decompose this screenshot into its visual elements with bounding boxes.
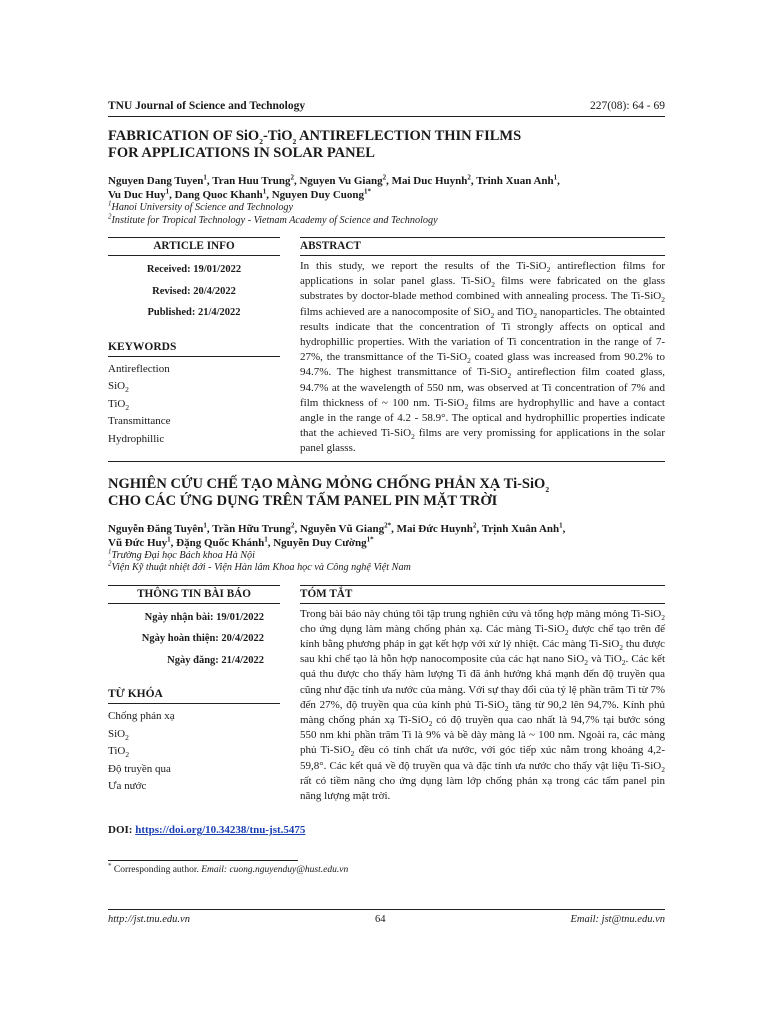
issue-pages: 227(08): 64 - 69 [589,100,665,112]
revised-date: Revised: 20/4/2022 [152,285,236,297]
author-name: Đặng Quốc Khánh [176,536,265,549]
author-name: Trần Hữu Trung [212,522,291,535]
footnote: * Corresponding author. Email: cuong.nguyenduy@hust.edu.vn [108,862,349,876]
author-name: Nguyen Duy Cuong [271,189,365,201]
article-info-heading: ARTICLE INFO [108,237,280,256]
keyword-item: Transmittance [108,415,171,427]
english-affiliation-1: $^1$Hanoi University of Science and Technology [108,199,294,213]
vietnamese-affiliation-1: $^1$Trường Đại học Bách khoa Hà Nội [108,547,255,561]
journal-name: TNU Journal of Science and Technology [108,100,306,112]
author-name: Nguyễn Vũ Giang [299,522,385,535]
english-info-block [108,237,665,457]
vietnamese-title: NGHIÊN CỨU CHẾ TẠO MÀNG MỎNG CHỐNG PHẢN XẠ Ti-SiO$_2$ CHO CÁC ỨNG DỤNG TRÊN TẤM PANEL PIN MẶT TRỜI [108,475,550,509]
vietnamese-info-block [108,585,665,805]
keyword-item: Chống phản xạ [108,710,175,723]
keywords-heading: KEYWORDS [108,338,280,357]
footer-email[interactable]: Email: jst@tnu.edu.vn [570,914,665,925]
doi-link[interactable]: https://doi.org/10.34238/tnu-jst.5475 [135,824,306,837]
corresponding-email: Email: cuong.nguyenduy@hust.edu.vn [201,865,349,876]
vi-published-date: Ngày đăng: 21/4/2022 [167,654,264,666]
keyword-item: TiO$_2$ [108,745,130,760]
author-name: Dang Quoc Khanh [174,189,263,201]
author-name: Vũ Đức Huy [108,536,168,549]
author-name: Nguyễn Đăng Tuyên [108,522,204,535]
vi-keywords-heading: TỪ KHÓA [108,685,280,704]
author-name: Tran Huu Trung [212,175,291,187]
author-name: Mai Duc Huynh [391,175,468,187]
author-name: Mai Đức Huynh [396,522,473,535]
author-name: Nguyễn Duy Cường [273,536,367,549]
english-affiliation-2: $^2$Institute for Tropical Technology - Vietnam Academy of Science and Technology [108,212,438,226]
author-name: Trịnh Xuân Anh [481,522,560,535]
vi-article-info-heading: THÔNG TIN BÀI BÁO [108,585,280,604]
page-number: 64 [374,914,386,925]
abstract-heading: ABSTRACT [300,237,665,256]
vietnamese-authors: Nguyễn Đăng Tuyên$^1$, Trần Hữu Trung$^2$, Nguyễn Vũ Giang$^{2*}$, Mai Đức Huynh$^2$, Trịnh Xuân Anh$^1$, Vũ Đức Huy$^1$, Đặng Quốc Khánh$^1$, Nguyễn Duy Cường$^{1*}$ [108,520,566,549]
published-date: Published: 21/4/2022 [147,307,241,318]
keyword-item: TiO$_2$ [108,397,130,412]
abstract-text: In this study, we report the results of the Ti-SiO$_2$ antireflection films for applications in solar panel glass. Ti-SiO$_2$ films were fabricated on the glass substrates by doctor-blade method combined with annealing process. The Ti-SiO$_2$ films achieved are a nanocomposite of SiO$_2$ and TiO$_2$ nanoparticles. The obtainted results indicate that the concentration of Ti strongly affects on optical and hydrophillic properties. With the variation of Ti concentration in the range of 7-27%, the transmittance of the Ti-SiO$_2$ coated glass was increased from 90.2% to 94.7%. The highest transmittance of Ti-SiO$_2$ antireflection film coated glass, 94.7% at the wavelength of 550 nm, was observed at Ti concentration of 7% and film thickness of ~ 100 nm. Ti-SiO$_2$ films are hydrophyllic and have a contact angle in the range of 4.2 - 58.9°. The optical and hydrophillic properties indicate that the achieved Ti-SiO$_2$ films are very promissing for applications in the solar panel glasss. [300,260,666,455]
vi-abstract-heading: TÓM TẮT [300,585,665,604]
author-name: Vu Duc Huy [108,189,166,201]
vi-received-date: Ngày nhận bài: 19/01/2022 [144,611,264,623]
keyword-item: Antireflection [108,362,170,375]
english-authors: Nguyen Dang Tuyen$^1$, Tran Huu Trung$^2$, Nguyen Vu Giang$^2$, Mai Duc Huynh$^2$, Trinh Xuan Anh$^1$, Vu Duc Huy$^1$, Dang Quoc Khanh$^1$, Nguyen Duy Cuong$^{1*}$ [108,173,560,201]
keyword-item: Độ truyền qua [108,762,171,775]
received-date: Received: 19/01/2022 [146,264,242,275]
vi-abstract-text: Trong bài báo này chúng tôi tập trung nghiên cứu và tổng hợp màng mỏng Ti-SiO$_2$ cho ứng dụng làm màng chống phản xạ. Các màng Ti-SiO$_2$ được chế tạo trên đế kính bằng phương pháp in gạt kết hợp với xử lý nhiệt. Các màng Ti-SiO$_2$ thu được sau khi chế tạo là hỗn hợp nanocomposite của các hạt nano SiO$_2$ và TiO$_2$. Các kết quả thu được cho thấy hàm lượng Ti đã ảnh hưởng khá mạnh đến độ truyền qua cũng như đặc tính ưa nước của màng. Với sự thay đổi của tỷ lệ phần trăm Ti từ 7% đến 27%, độ truyền qua của kính phủ Ti-SiO$_2$ tăng từ 90,2 lên 94,7%. Kính phủ màng chống phản xạ Ti-SiO$_2$ có độ truyền qua cao nhất là 94,7% tại bước sóng 550 nm khi phần trăm Ti là 9% và bề dày màng là ~ 100 nm. Ngoài ra, các màng phủ Ti-SiO$_2$ đều có tính chất ưa nước, với góc tiếp xúc nằm trong khoảng 4,2-59,8°. Các kết quả về độ truyền qua và đặc tính ưa nước cho thấy vật liệu Ti-SiO$_2$ rất có tiềm năng cho ứng dụng làm lớp chống phản xạ trong các tấm panel pin năng lượng mặt trời. [300,607,666,803]
paper-page [108,100,665,875]
keyword-item: Ưa nước [108,780,147,793]
page-footer [108,909,665,925]
keyword-item: SiO$_2$ [108,727,129,742]
doi-line: DOI: https://doi.org/10.34238/tnu-jst.5475 [108,824,306,837]
author-name: Trinh Xuan Anh [476,175,554,187]
running-header [108,100,665,116]
vietnamese-affiliation-2: $^2$Viện Kỹ thuật nhiệt đới - Viện Hàn lâm Khoa học và Công nghệ Việt Nam [108,559,411,574]
footer-website[interactable]: http://jst.tnu.edu.vn [108,914,190,925]
keyword-item: Hydrophillic [108,432,165,445]
author-name: Nguyen Dang Tuyen [108,175,204,187]
keywords-list [108,361,290,449]
author-name: Nguyen Vu Giang [299,175,383,187]
vi-revised-date: Ngày hoàn thiện: 20/4/2022 [141,633,264,645]
keyword-item: SiO$_2$ [108,380,129,395]
english-title: FABRICATION OF SiO$_2$-TiO$_2$ ANTIREFLECTION THIN FILMS FOR APPLICATIONS IN SOLAR PANEL [108,128,522,161]
vi-keywords-list [108,708,290,796]
